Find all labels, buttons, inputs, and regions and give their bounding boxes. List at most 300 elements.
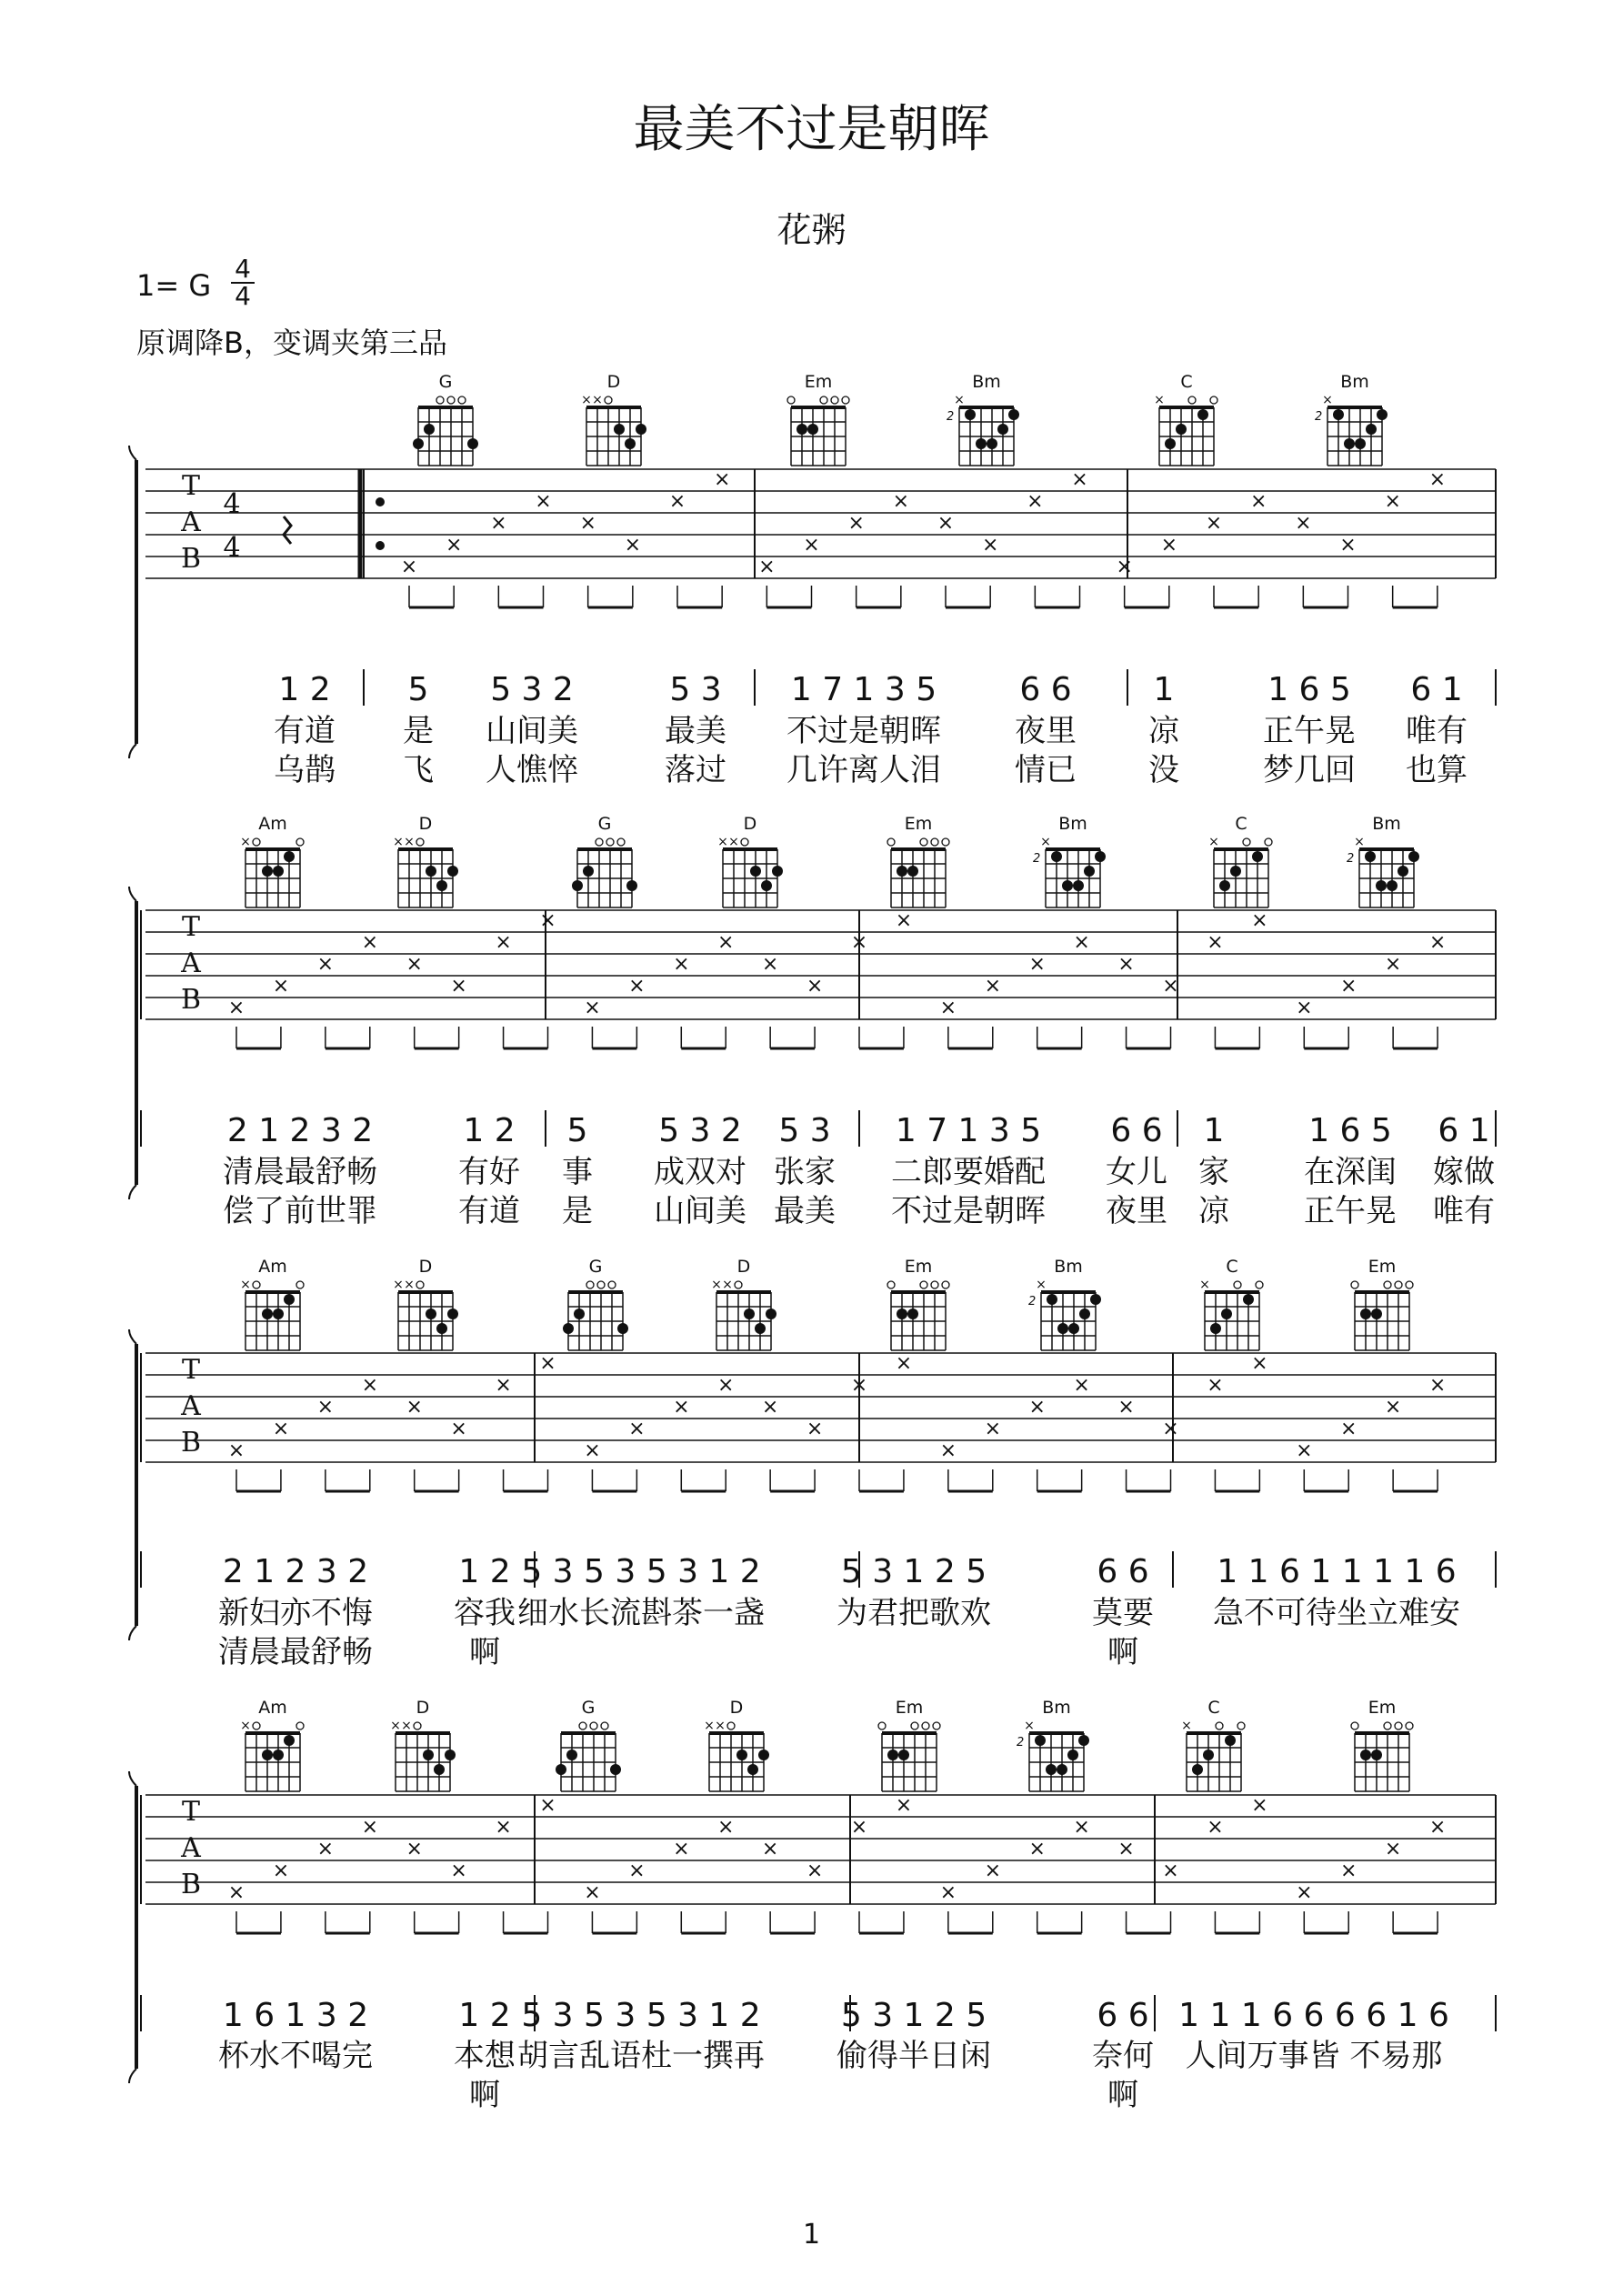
strum-x-mark: × (316, 1838, 335, 1860)
open-string-mark (608, 1281, 616, 1288)
chord-name: Em (895, 1698, 924, 1718)
muted-string-mark: × (1036, 1278, 1047, 1292)
strum-x-mark: × (1028, 1838, 1046, 1860)
strum-x-mark: × (539, 1352, 556, 1375)
barre-fret-number: 2 (947, 410, 955, 424)
chord-name: Bm (1340, 372, 1369, 392)
strum-x-mark: × (1207, 1374, 1224, 1397)
strum-x-mark: × (895, 1352, 913, 1375)
open-string-mark (842, 396, 849, 404)
chord-name: Bm (1042, 1698, 1071, 1718)
strum-x-mark: × (1428, 1816, 1447, 1839)
lyric-line-2: 人憔悴 (486, 752, 578, 788)
lyric-line-2: 凉 (1198, 1193, 1229, 1229)
finger-dot (907, 1308, 918, 1319)
chord-diagram-c (1208, 814, 1272, 907)
strum-x-mark: × (1117, 953, 1135, 976)
finger-dot (1095, 851, 1106, 862)
finger-dot (1219, 880, 1230, 891)
strum-x-mark: × (1296, 1881, 1313, 1904)
barre-fret-number: 2 (1028, 1295, 1037, 1308)
finger-dot (897, 866, 907, 877)
lyric-line-1: 凉 (1148, 713, 1179, 749)
lyric-line-2: 不过是朝晖 (891, 1193, 1046, 1229)
strum-x-mark: × (937, 512, 955, 535)
numbered-note-group: 5 3 1 2 5 (840, 1997, 987, 2034)
numbered-note-group: 6 6 (1019, 671, 1072, 708)
finger-dot (898, 1750, 909, 1760)
strum-x-mark: × (850, 1374, 868, 1397)
open-string-mark (942, 1281, 949, 1288)
lyric-line-2: 乌鹊 (274, 752, 336, 788)
lyric-line-1: 嫁做 (1433, 1154, 1495, 1190)
tab-clef-letter: T (181, 1354, 201, 1386)
open-string-mark (617, 838, 625, 846)
finger-dot (625, 438, 636, 449)
chord-name: D (418, 1257, 433, 1277)
chord-diagram-c (1154, 372, 1217, 466)
open-string-mark (606, 838, 614, 846)
finger-dot (610, 1764, 621, 1775)
strum-x-mark: × (716, 931, 735, 954)
muted-string-mark: × (393, 1278, 404, 1292)
tab-time-top: 4 (223, 488, 241, 520)
open-string-mark (590, 1722, 597, 1730)
time-signature-top: 4 (235, 254, 251, 284)
strum-x-mark: × (939, 997, 957, 1019)
chord-diagram-em (878, 1698, 940, 1791)
finger-dot (424, 424, 435, 435)
finger-dot (467, 438, 478, 449)
artist-name: 花粥 (776, 210, 847, 250)
open-string-mark (887, 838, 895, 846)
open-string-mark (931, 1281, 938, 1288)
finger-dot (1398, 866, 1408, 877)
finger-dot (772, 866, 783, 877)
chord-diagram-d (393, 1257, 458, 1350)
chord-diagram-d (704, 1698, 769, 1791)
numbered-note-group: 5 3 (778, 1112, 831, 1149)
finger-dot (1221, 1308, 1232, 1319)
numbered-note-group: 1 (1203, 1112, 1225, 1149)
finger-dot (423, 1750, 434, 1760)
finger-dot (1057, 1323, 1068, 1334)
finger-dot (262, 1308, 273, 1319)
open-string-mark (416, 1281, 424, 1288)
strum-x-mark: × (1339, 534, 1357, 556)
strum-x-mark: × (1073, 931, 1090, 954)
tab-clef-letter: A (181, 1390, 201, 1422)
open-string-mark (741, 838, 748, 846)
finger-dot (1210, 1323, 1221, 1334)
strum-x-mark: × (1428, 468, 1447, 491)
open-string-mark (1237, 1722, 1245, 1730)
strum-x-mark: × (1071, 468, 1088, 491)
strum-x-mark: × (450, 1860, 467, 1882)
lyric-line-2: 啊 (1107, 2077, 1138, 2113)
lyric-line-1: 有好 (458, 1154, 520, 1190)
finger-dot (436, 880, 447, 891)
strum-x-mark: × (1205, 512, 1223, 535)
tab-clef-letter: B (180, 1427, 202, 1459)
lyric-line-1: 有道 (274, 713, 336, 749)
finger-dot (1360, 1308, 1371, 1319)
strum-x-mark: × (361, 1816, 379, 1839)
page-number: 1 (802, 2219, 821, 2251)
strum-x-mark: × (847, 512, 865, 535)
open-string-mark (416, 838, 424, 846)
strum-x-mark: × (984, 975, 1002, 998)
strum-x-mark: × (758, 556, 776, 578)
finger-dot (1225, 1735, 1236, 1746)
chord-diagram-bm (1347, 814, 1419, 907)
barre-fret-number: 2 (1347, 852, 1355, 866)
strum-x-mark: × (1162, 1860, 1179, 1882)
finger-dot (744, 1308, 755, 1319)
numbered-note-group: 6 6 (1097, 1997, 1149, 2034)
lyric-line-1: 最美 (665, 713, 726, 749)
open-string-mark (586, 1281, 594, 1288)
finger-dot (1192, 1764, 1203, 1775)
chord-diagram-g (413, 372, 478, 466)
lyric-line-2: 是 (562, 1193, 593, 1229)
finger-dot (1078, 1735, 1089, 1746)
strum-x-mark: × (584, 1881, 601, 1904)
bracket-bottom-curl (129, 2069, 136, 2083)
strum-x-mark: × (1162, 1418, 1179, 1440)
strum-x-mark: × (1249, 490, 1267, 513)
numbered-note-group: 1 7 1 3 5 (790, 671, 937, 708)
open-string-mark (447, 396, 455, 404)
lyric-line-1: 不过是朝晖 (786, 713, 941, 749)
muted-string-mark: × (1024, 1719, 1035, 1733)
tab-clef-letter: T (181, 470, 201, 502)
finger-dot (1376, 880, 1387, 891)
finger-dot (887, 1750, 898, 1760)
chord-diagram-c (1181, 1698, 1245, 1791)
lyric-line-2: 情已 (1015, 752, 1077, 788)
strum-x-mark: × (1339, 1860, 1358, 1882)
open-string-mark (253, 1722, 260, 1730)
finger-dot (997, 424, 1008, 435)
open-string-mark (1234, 1281, 1241, 1288)
lyric-line-1: 容我 (454, 1595, 516, 1631)
lyric-line-2: 唯有 (1433, 1193, 1495, 1229)
open-string-mark (1384, 1281, 1391, 1288)
lyric-line-1: 莫要 (1092, 1595, 1154, 1631)
numbered-note-group: 1 1 6 1 1 1 1 6 (1217, 1553, 1457, 1590)
muted-string-mark: × (954, 393, 965, 407)
bracket-top-curl (129, 887, 136, 901)
lyric-line-1: 为君把歌欢 (837, 1595, 991, 1631)
finger-dot (1360, 1750, 1371, 1760)
finger-dot (284, 1735, 295, 1746)
muted-string-mark: × (1154, 393, 1165, 407)
strum-x-mark: × (272, 975, 290, 998)
open-string-mark (1406, 1722, 1413, 1730)
strum-x-mark: × (939, 1439, 957, 1462)
open-string-mark (1406, 1281, 1413, 1288)
finger-dot (1230, 866, 1241, 877)
barre-fret-number: 2 (1033, 852, 1041, 866)
finger-dot (987, 438, 997, 449)
lyric-line-1: 细水长流斟茶一盏 (517, 1595, 765, 1631)
chord-name: Am (258, 1257, 287, 1277)
finger-dot (807, 424, 818, 435)
bracket-top-curl (129, 446, 136, 460)
finger-dot (436, 1323, 447, 1334)
finger-dot (566, 1750, 577, 1760)
finger-dot (1365, 851, 1376, 862)
lyric-line-2: 山间美 (654, 1193, 746, 1229)
chord-diagram-g (556, 1698, 621, 1791)
finger-dot (563, 1323, 574, 1334)
finger-dot (747, 1764, 758, 1775)
numbered-note-group: 1 2 (463, 1112, 516, 1149)
chord-name: Em (804, 372, 833, 392)
lyric-line-2: 有道 (458, 1193, 520, 1229)
finger-dot (1084, 866, 1095, 877)
strum-x-mark: × (628, 1860, 646, 1882)
strum-x-mark: × (806, 1418, 824, 1440)
finger-dot (1371, 1308, 1382, 1319)
strum-x-mark: × (361, 1374, 379, 1397)
open-string-mark (253, 1281, 260, 1288)
lyric-line-1: 偷得半日闲 (837, 2038, 991, 2074)
chord-diagram-d (711, 1257, 776, 1350)
strum-x-mark: × (400, 556, 418, 578)
strum-x-mark: × (1027, 490, 1044, 513)
lyric-line-1: 是 (403, 713, 434, 749)
numbered-note-group: 1 7 1 3 5 (895, 1112, 1042, 1149)
strum-x-mark: × (1207, 1816, 1224, 1839)
finger-dot (1079, 1308, 1090, 1319)
finger-dot (1387, 880, 1398, 891)
open-string-mark (1351, 1722, 1358, 1730)
muted-string-mark: × (1354, 835, 1365, 849)
chord-name: C (1235, 814, 1247, 834)
finger-dot (1051, 851, 1062, 862)
finger-dot (572, 880, 583, 891)
strum-x-mark: × (806, 975, 824, 998)
chord-name: D (606, 372, 621, 392)
chord-diagram-g (563, 1257, 628, 1350)
strum-x-mark: × (361, 931, 379, 954)
finger-dot (262, 866, 273, 877)
chord-diagram-d (581, 372, 646, 466)
muted-string-mark: × (711, 1278, 722, 1292)
strum-x-mark: × (1117, 1838, 1135, 1860)
lyric-line-1: 事 (562, 1154, 593, 1190)
lyric-line-2: 没 (1148, 752, 1179, 788)
chord-name: Am (258, 814, 287, 834)
strum-x-mark: × (1384, 490, 1401, 513)
muted-string-mark: × (1181, 1719, 1192, 1733)
strum-x-mark: × (584, 997, 601, 1019)
strum-x-mark: × (668, 490, 686, 513)
open-string-mark (296, 838, 304, 846)
open-string-mark (1188, 396, 1196, 404)
finger-dot (1355, 438, 1366, 449)
strum-x-mark: × (227, 997, 245, 1019)
lyric-line-2: 落过 (665, 752, 726, 788)
strum-x-mark: × (981, 534, 999, 556)
finger-dot (897, 1308, 907, 1319)
chord-diagram-bm (1033, 814, 1106, 907)
open-string-mark (597, 1281, 605, 1288)
open-string-mark (414, 1722, 421, 1730)
strum-x-mark: × (939, 1881, 957, 1904)
chord-name: C (1207, 1698, 1220, 1718)
strum-x-mark: × (850, 931, 868, 954)
lyric-line-1: 本想 (454, 2038, 516, 2074)
open-string-mark (296, 1722, 304, 1730)
finger-dot (426, 1308, 436, 1319)
lyric-line-2: 正午晃 (1304, 1193, 1397, 1229)
open-string-mark (253, 838, 260, 846)
finger-dot (1068, 1323, 1079, 1334)
lyric-line-1: 山间美 (486, 713, 578, 749)
finger-dot (1377, 409, 1388, 420)
strum-x-mark: × (535, 490, 552, 513)
strum-x-mark: × (1428, 931, 1447, 954)
strum-x-mark: × (1116, 556, 1133, 578)
finger-dot (976, 438, 987, 449)
numbered-note-group: 6 1 (1410, 671, 1463, 708)
numbered-note-group: 5 3 5 3 5 3 1 2 (521, 1997, 761, 2034)
quarter-rest (284, 516, 291, 544)
strum-x-mark: × (895, 1794, 913, 1817)
finger-dot (1067, 1750, 1078, 1760)
open-string-mark (296, 1281, 304, 1288)
chord-diagram-am (240, 1257, 304, 1350)
strum-x-mark: × (1339, 1418, 1358, 1440)
strum-x-mark: × (272, 1418, 290, 1440)
lyric-line-1: 急不可待坐立难安 (1213, 1595, 1460, 1631)
lyric-line-1: 女儿 (1106, 1154, 1167, 1190)
strum-x-mark: × (1295, 512, 1312, 535)
chord-diagram-em (1351, 1698, 1413, 1791)
finger-dot (1371, 1750, 1382, 1760)
muted-string-mark: × (1199, 1278, 1210, 1292)
open-string-mark (911, 1722, 918, 1730)
muted-string-mark: × (390, 1719, 401, 1733)
finger-dot (1046, 1764, 1057, 1775)
numbered-note-group: 5 (407, 671, 429, 708)
muted-string-mark: × (728, 835, 739, 849)
finger-dot (1366, 424, 1377, 435)
finger-dot (1333, 409, 1344, 420)
lyric-line-1: 新妇亦不悔 (218, 1595, 373, 1631)
chord-diagram-d (393, 814, 458, 907)
numbered-note-group: 1 1 1 6 6 6 6 1 6 (1178, 1997, 1449, 2034)
lyric-line-1: 清晨最舒畅 (223, 1154, 377, 1190)
capo-note: 原调降B，变调夹第三品 (136, 326, 447, 360)
muted-string-mark: × (581, 393, 592, 407)
open-string-mark (831, 396, 838, 404)
chord-diagram-bm (947, 372, 1019, 466)
finger-dot (434, 1764, 445, 1775)
lyric-line-2: 飞 (403, 752, 434, 788)
bracket-bottom-curl (129, 1626, 136, 1640)
finger-dot (1203, 1750, 1214, 1760)
chord-diagram-em (887, 814, 949, 907)
strum-x-mark: × (495, 931, 512, 954)
lyric-line-2: 几许离人泪 (786, 752, 941, 788)
chord-diagram-em (887, 1257, 949, 1350)
chord-name: Am (258, 1698, 287, 1718)
tab-clef-letter: B (180, 543, 202, 575)
lyric-line-2: 偿了前世罪 (223, 1193, 377, 1229)
strum-x-mark: × (406, 1396, 423, 1419)
finger-dot (1047, 1294, 1057, 1305)
finger-dot (1408, 851, 1419, 862)
tab-clef-letter: B (180, 984, 202, 1016)
chord-name: Em (904, 1257, 933, 1277)
strum-x-mark: × (716, 1374, 735, 1397)
finger-dot (284, 851, 295, 862)
chord-diagram-c (1199, 1257, 1263, 1350)
finger-dot (413, 438, 424, 449)
strum-x-mark: × (584, 1439, 601, 1462)
lyric-line-2: 也算 (1406, 752, 1468, 788)
open-string-mark (727, 1722, 735, 1730)
open-string-mark (887, 1281, 895, 1288)
finger-dot (1165, 438, 1176, 449)
barre-fret-number: 2 (1315, 410, 1323, 424)
tab-clef-letter: T (181, 1796, 201, 1828)
numbered-note-group: 1 2 (278, 671, 331, 708)
open-string-mark (605, 396, 612, 404)
muted-string-mark: × (240, 835, 251, 849)
strum-x-mark: × (628, 1418, 646, 1440)
strum-x-mark: × (761, 1838, 779, 1860)
finger-dot (273, 1308, 284, 1319)
muted-string-mark: × (592, 393, 603, 407)
strum-x-mark: × (1162, 975, 1179, 998)
chord-name: D (729, 1698, 744, 1718)
chord-diagram-em (1351, 1257, 1413, 1350)
chord-name: Bm (1372, 814, 1401, 834)
strum-x-mark: × (316, 953, 335, 976)
open-string-mark (1216, 1722, 1223, 1730)
chord-diagram-am (240, 814, 304, 907)
lyric-line-1: 成双对 (654, 1154, 746, 1190)
strum-x-mark: × (1384, 953, 1402, 976)
numbered-note-group: 1 6 1 3 2 (222, 1997, 369, 2034)
tab-clef-letter: A (181, 947, 201, 979)
tab-clef-letter: T (181, 911, 201, 943)
chord-name: D (743, 814, 757, 834)
lyric-line-1: 唯有 (1406, 713, 1468, 749)
tab-clef-letter: B (180, 1869, 202, 1900)
finger-dot (1062, 880, 1073, 891)
open-string-mark (922, 1722, 929, 1730)
chord-name: G (581, 1698, 596, 1718)
strum-x-mark: × (316, 1396, 335, 1419)
tab-clef-letter: A (181, 506, 201, 538)
strum-x-mark: × (624, 534, 642, 556)
finger-dot (1008, 409, 1019, 420)
strum-x-mark: × (406, 953, 423, 976)
numbered-note-group: 1 6 5 (1267, 671, 1351, 708)
open-string-mark (1256, 1281, 1263, 1288)
open-string-mark (579, 1722, 586, 1730)
muted-string-mark: × (404, 835, 415, 849)
chord-name: Em (904, 814, 933, 834)
lyric-line-2: 啊 (469, 1634, 500, 1670)
bracket-bottom-curl (129, 744, 136, 758)
